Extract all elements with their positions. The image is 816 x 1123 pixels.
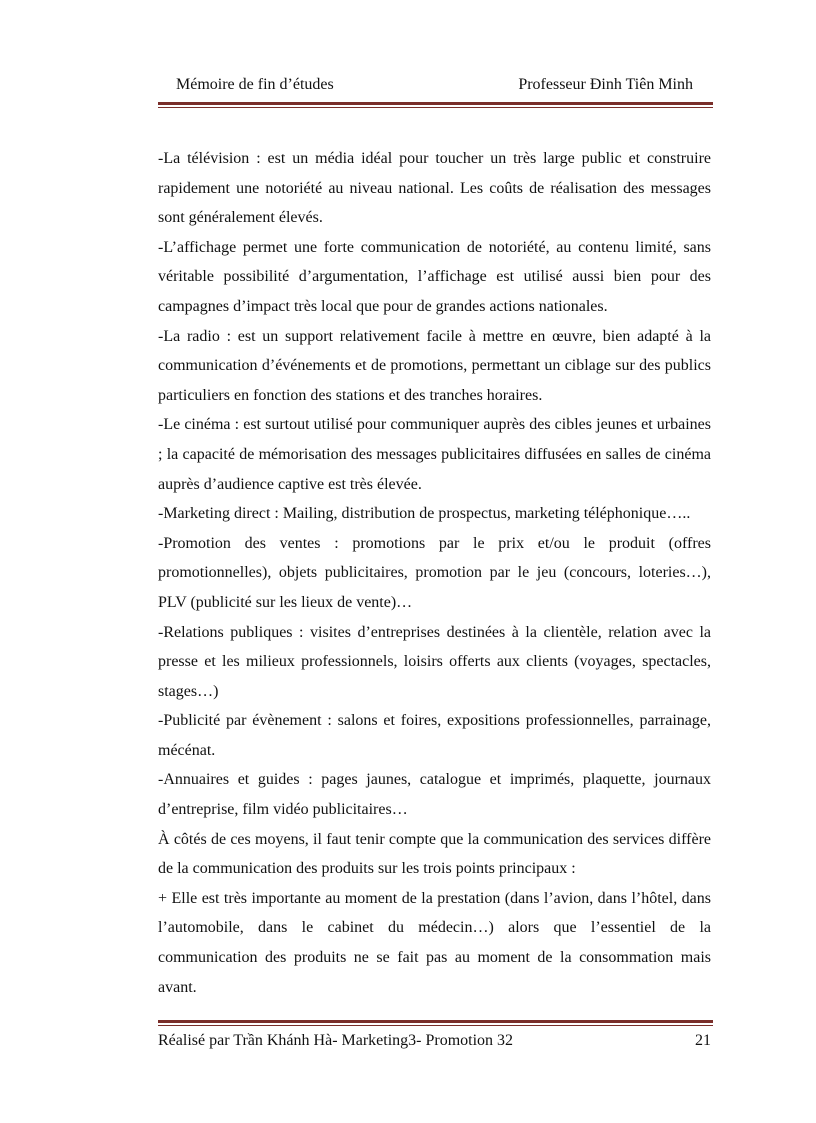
page-footer — [158, 1020, 713, 1060]
footer-rule-thick — [158, 1020, 713, 1023]
header-rule-thick — [158, 102, 713, 105]
page-number: 21 — [695, 1032, 711, 1049]
header-professor-name: Professeur Đinh Tiên Minh — [518, 76, 693, 93]
paragraph-affichage: -L’affichage permet une forte communication de notoriété, au contenu limité, sans véritable possibilité d’argumentation, l’affichage est utilisé aussi bien pour des campagnes d’impact très local que pour de grandes actions nationales. — [158, 238, 711, 315]
paragraph-cinema: -Le cinéma : est surtout utilisé pour communiquer auprès des cibles jeunes et urbaines ; la capacité de mémorisation des messages publicitaires diffusées en salles de cinéma auprès d’audience captive est très élevée. — [158, 416, 711, 493]
paragraph-publicite-evenement: -Publicité par évènement : salons et foires, expositions professionnelles, parrainage, mécénat. — [158, 712, 711, 759]
paragraph-promotion-ventes: -Promotion des ventes : promotions par le prix et/ou le produit (offres promotionnelles), objets publicitaires, promotion par le jeu (concours, loteries…), PLV (publicité sur les lieux de vente)… — [158, 534, 711, 611]
paragraph-television: -La télévision : est un média idéal pour toucher un très large public et construire rapidement une notoriété au niveau national. Les coûts de réalisation des messages sont généralement élevés. — [158, 150, 711, 227]
paragraph-cotes-moyens: À côtés de ces moyens, il faut tenir compte que la communication des services diffère de la communication des produits sur les trois points principaux : — [158, 830, 711, 878]
page-header — [158, 66, 713, 110]
footer-author: Réalisé par Trần Khánh Hà- Marketing3- Promotion 32 — [158, 1032, 514, 1049]
header-document-title: Mémoire de fin d’études — [176, 76, 334, 93]
paragraph-annuaires-guides: -Annuaires et guides : pages jaunes, catalogue et imprimés, plaquette, journaux d’entreprise, film vidéo publicitaires… — [158, 771, 711, 819]
footer-rule-thin — [158, 1025, 713, 1026]
header-rule-thin — [158, 107, 713, 108]
paragraph-prestation: + Elle est très importante au moment de la prestation (dans l’avion, dans l’hôtel, dans l’automobile, dans le cabinet du médecin…) alors que l’essentiel de la communication des produits ne se fait pas au moment de la consommation mais avant. — [158, 889, 711, 996]
paragraph-relations-publiques: -Relations publiques : visites d’entreprises destinées à la clientèle, relation avec la presse et les milieux professionnels, loisirs offerts aux clients (voyages, spectacles, stages…) — [158, 623, 711, 700]
paragraph-radio: -La radio : est un support relativement facile à mettre en œuvre, bien adapté à la communication d’événements et de promotions, permettant un ciblage sur des publics particuliers en fonction des stations et des tranches horaires. — [158, 327, 711, 404]
page-body — [158, 144, 711, 1002]
paragraph-marketing-direct: -Marketing direct : Mailing, distribution de prospectus, marketing téléphonique….. — [158, 505, 691, 523]
